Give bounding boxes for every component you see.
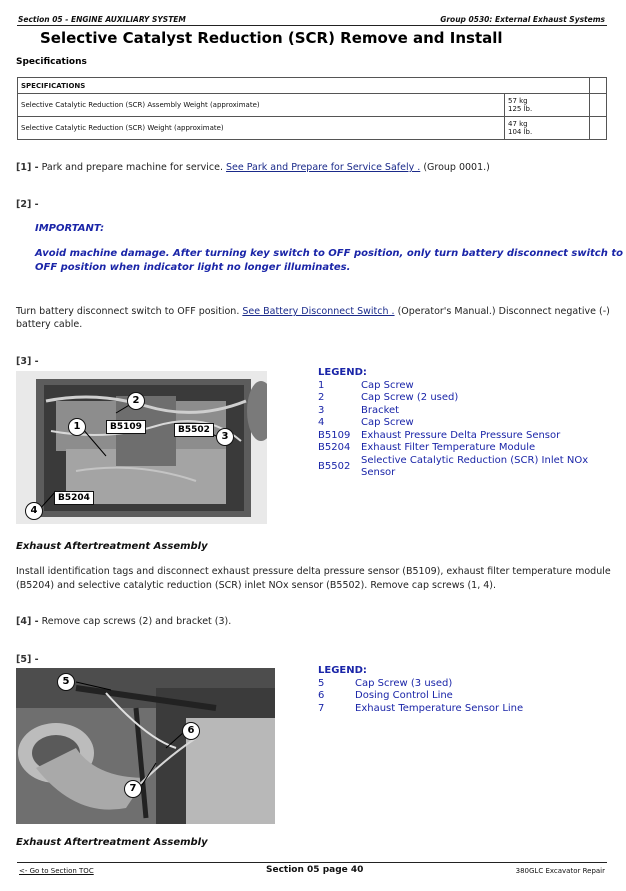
- callout-1: 1: [68, 418, 86, 436]
- step-3-text-line1: Install identification tags and disconnect exhaust pressure delta pressure sensor (B5109), exhaust filter temperature module: [16, 566, 611, 577]
- spec-label: Selective Catalytic Reduction (SCR) Weight (approximate): [18, 117, 505, 140]
- manual-title: 380GLC Excavator Repair: [515, 867, 605, 875]
- legend-key: B5109: [318, 429, 351, 441]
- legend-step-5: [318, 665, 608, 715]
- photo-illustration: [16, 668, 275, 824]
- legend-item: [318, 380, 608, 393]
- step-1: [16, 161, 490, 175]
- legend-key: 1: [318, 379, 325, 391]
- legend-desc-line2: Sensor: [361, 467, 396, 478]
- important-line-1: Avoid machine damage. After turning key switch to OFF position, only turn battery disconnect switch to: [35, 248, 623, 259]
- spec-value: [505, 94, 590, 117]
- tag-b5204: B5204: [54, 491, 94, 505]
- spec-label: Selective Catalytic Reduction (SCR) Assembly Weight (approximate): [18, 94, 505, 117]
- page-title: Selective Catalyst Reduction (SCR) Remove and Install: [40, 29, 503, 47]
- legend-key: B5204: [318, 442, 351, 453]
- spec-value-metric: 47 kg: [508, 120, 528, 128]
- legend-item: [318, 678, 608, 691]
- legend-title: LEGEND:: [318, 367, 367, 378]
- spec-value-metric: 57 kg: [508, 97, 528, 105]
- footer-rule: [17, 862, 607, 863]
- step-text: Remove cap screws (2) and bracket (3).: [41, 616, 232, 627]
- figure-caption-2: Exhaust Aftertreatment Assembly: [16, 837, 208, 848]
- legend-desc: Exhaust Filter Temperature Module: [361, 442, 536, 453]
- legend-item: [318, 430, 608, 443]
- group-header: Group 0530: External Exhaust Systems: [440, 15, 605, 24]
- legend-item: [318, 405, 608, 418]
- callout-7: 7: [124, 780, 142, 798]
- legend-title: LEGEND:: [318, 665, 367, 676]
- step-text-cont: (Operator's Manual.) Disconnect negative (-): [397, 306, 610, 317]
- legend-key: 5: [318, 677, 325, 689]
- callout-5: 5: [57, 673, 75, 691]
- spec-table-header: SPECIFICATIONS: [18, 78, 590, 94]
- legend-item: [318, 703, 608, 716]
- exhaust-assembly-photo-1: [16, 371, 267, 524]
- table-row: [18, 117, 607, 140]
- specifications-table: [17, 77, 607, 140]
- callout-3: 3: [216, 428, 234, 446]
- section-toc-link[interactable]: <- Go to Section TOC: [19, 867, 94, 875]
- step-number: [4] -: [16, 616, 39, 627]
- park-prepare-link[interactable]: See Park and Prepare for Service Safely .: [226, 162, 421, 173]
- legend-desc: [361, 455, 588, 480]
- step-3-number: [3] -: [16, 356, 39, 367]
- legend-key: 6: [318, 690, 325, 701]
- legend-desc: Cap Screw: [361, 417, 414, 428]
- page-number: Section 05 page 40: [266, 865, 364, 875]
- legend-desc: Cap Screw (2 used): [361, 392, 459, 403]
- legend-item: [318, 442, 608, 455]
- step-text-group: (Group 0001.): [423, 162, 490, 173]
- table-row: [18, 94, 607, 117]
- legend-item: [318, 455, 608, 480]
- step-2-number: [2] -: [16, 199, 39, 210]
- tag-b5502: B5502: [174, 423, 214, 437]
- step-text: Park and prepare machine for service.: [41, 162, 223, 173]
- legend-step-3: [318, 367, 608, 480]
- step-5-number: [5] -: [16, 654, 39, 665]
- important-line-2: OFF position when indicator light no longer illuminates.: [35, 262, 351, 273]
- step-text: Turn battery disconnect switch to OFF position.: [16, 306, 240, 317]
- tag-b5109: B5109: [106, 420, 146, 434]
- legend-desc-line1: Selective Catalytic Reduction (SCR) Inlet NOx: [361, 454, 589, 466]
- battery-disconnect-link[interactable]: See Battery Disconnect Switch .: [242, 306, 395, 317]
- step-2-text-line2: battery cable.: [16, 319, 83, 330]
- legend-desc: Dosing Control Line: [355, 690, 453, 701]
- legend-desc: Cap Screw: [361, 379, 414, 391]
- spec-blank-cell: [590, 94, 607, 117]
- legend-desc: Bracket: [361, 404, 400, 416]
- legend-desc: Exhaust Temperature Sensor Line: [355, 702, 524, 714]
- callout-2: 2: [127, 392, 145, 410]
- callout-4: 4: [25, 502, 43, 520]
- legend-desc: Cap Screw (3 used): [355, 677, 453, 689]
- legend-item: [318, 392, 608, 405]
- legend-desc: Exhaust Pressure Delta Pressure Sensor: [361, 429, 561, 441]
- important-label: IMPORTANT:: [35, 223, 105, 234]
- legend-item: [318, 417, 608, 430]
- figure-caption-1: Exhaust Aftertreatment Assembly: [16, 541, 208, 552]
- spec-table-header-cell: [590, 78, 607, 94]
- legend-item: [318, 690, 608, 703]
- callout-6: 6: [182, 722, 200, 740]
- header-rule: [17, 25, 607, 26]
- spec-value-imperial: 104 lb.: [508, 128, 533, 136]
- spec-blank-cell: [590, 117, 607, 140]
- legend-key: 3: [318, 404, 325, 416]
- section-header: Section 05 - ENGINE AUXILIARY SYSTEM: [18, 15, 186, 24]
- legend-key: 2: [318, 392, 325, 403]
- spec-value: [505, 117, 590, 140]
- step-number: [1] -: [16, 162, 39, 173]
- legend-key: B5502: [318, 460, 351, 472]
- legend-key: 4: [318, 417, 325, 428]
- spec-value-imperial: 125 lb.: [508, 105, 533, 113]
- legend-key: 7: [318, 702, 325, 714]
- exhaust-assembly-photo-2: [16, 668, 275, 824]
- step-3-text-line2: (B5204) and selective catalytic reduction (SCR) inlet NOx sensor (B5502). Remove cap screws (1, 4).: [16, 580, 497, 591]
- step-4: [16, 615, 231, 629]
- step-2-text: [16, 305, 610, 319]
- specifications-heading: Specifications: [16, 57, 87, 67]
